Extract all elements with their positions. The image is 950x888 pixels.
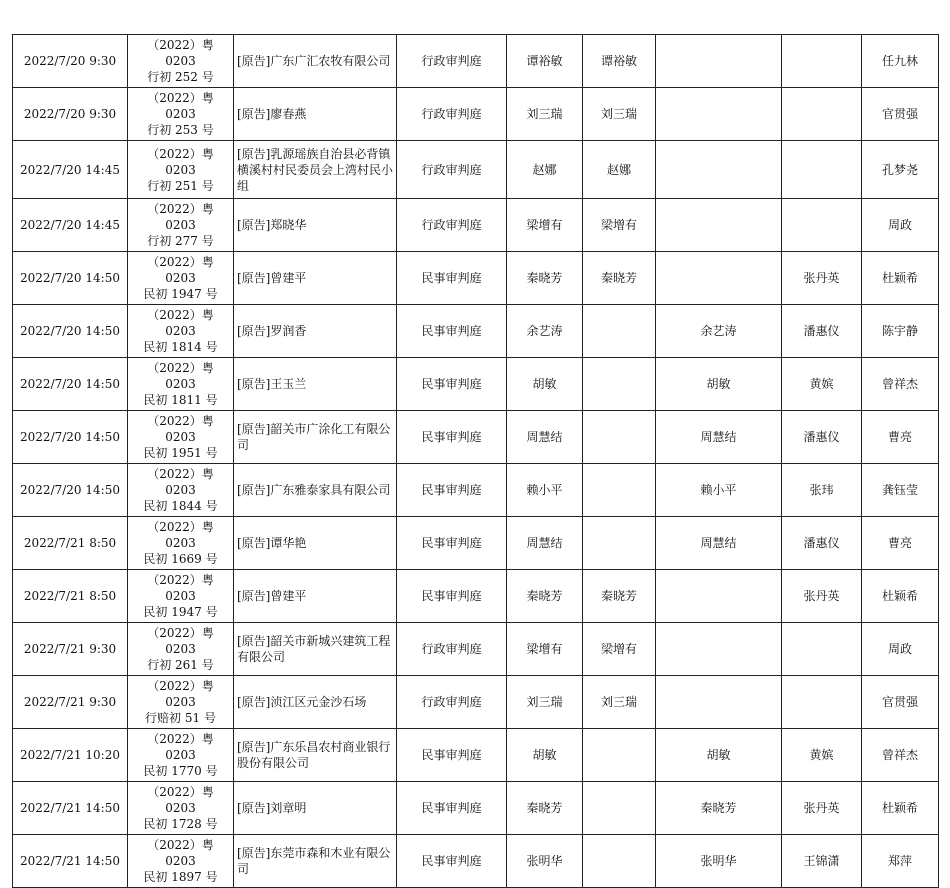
table-row: [13, 464, 939, 517]
case-number-cell: （2022）粤 0203 民初 1947 号: [128, 252, 234, 305]
judge-cell: 秦晓芳: [507, 252, 583, 305]
clerk-cell: 陈宇静: [862, 305, 939, 358]
clerk-cell: 杜颖希: [862, 782, 939, 835]
hearing-time-cell: 2022/7/21 10:20: [13, 729, 128, 782]
hearing-schedule-body: [13, 35, 939, 888]
judge-cell: 周慧结: [507, 411, 583, 464]
court-room-cell: 民事审判庭: [397, 729, 507, 782]
table-row: [13, 411, 939, 464]
juror-cell: 潘惠仪: [782, 305, 862, 358]
party-cell: [原告]韶关市新城兴建筑工程有限公司: [234, 623, 397, 676]
party-cell: [原告]广东雅泰家具有限公司: [234, 464, 397, 517]
clerk-cell: 周政: [862, 623, 939, 676]
hearing-time-cell: 2022/7/20 14:45: [13, 141, 128, 199]
case-number-cell: （2022）粤 0203 行初 253 号: [128, 88, 234, 141]
presiding-judge-cell: [583, 464, 656, 517]
judge-cell: 刘三瑞: [507, 88, 583, 141]
court-room-cell: 行政审判庭: [397, 141, 507, 199]
juror-cell: [782, 88, 862, 141]
presiding-judge-cell: 赵娜: [583, 141, 656, 199]
assessor-cell: 余艺涛: [656, 305, 782, 358]
judge-cell: 梁增有: [507, 199, 583, 252]
party-cell: [原告]东莞市森和木业有限公司: [234, 835, 397, 888]
assessor-cell: 秦晓芳: [656, 782, 782, 835]
juror-cell: 潘惠仪: [782, 517, 862, 570]
assessor-cell: 张明华: [656, 835, 782, 888]
hearing-time-cell: 2022/7/21 9:30: [13, 676, 128, 729]
assessor-cell: [656, 35, 782, 88]
assessor-cell: [656, 199, 782, 252]
assessor-cell: [656, 252, 782, 305]
hearing-time-cell: 2022/7/21 9:30: [13, 623, 128, 676]
judge-cell: 赵娜: [507, 141, 583, 199]
party-cell: [原告]浈江区元金沙石场: [234, 676, 397, 729]
clerk-cell: 周政: [862, 199, 939, 252]
party-cell: [原告]郑晓华: [234, 199, 397, 252]
table-row: [13, 517, 939, 570]
assessor-cell: 胡敏: [656, 729, 782, 782]
court-room-cell: 民事审判庭: [397, 782, 507, 835]
hearing-time-cell: 2022/7/20 9:30: [13, 88, 128, 141]
party-cell: [原告]罗润香: [234, 305, 397, 358]
court-room-cell: 行政审判庭: [397, 35, 507, 88]
case-number-cell: （2022）粤 0203 行赔初 51 号: [128, 676, 234, 729]
court-room-cell: 民事审判庭: [397, 358, 507, 411]
case-number-cell: （2022）粤 0203 行初 252 号: [128, 35, 234, 88]
judge-cell: 胡敏: [507, 729, 583, 782]
assessor-cell: [656, 623, 782, 676]
hearing-time-cell: 2022/7/20 14:50: [13, 464, 128, 517]
hearing-time-cell: 2022/7/20 14:50: [13, 411, 128, 464]
case-number-cell: （2022）粤 0203 民初 1814 号: [128, 305, 234, 358]
juror-cell: [782, 35, 862, 88]
table-row: [13, 782, 939, 835]
assessor-cell: [656, 88, 782, 141]
case-number-cell: （2022）粤 0203 民初 1811 号: [128, 358, 234, 411]
table-row: [13, 835, 939, 888]
clerk-cell: 曹亮: [862, 517, 939, 570]
court-room-cell: 民事审判庭: [397, 464, 507, 517]
juror-cell: 潘惠仪: [782, 411, 862, 464]
table-row: [13, 358, 939, 411]
party-cell: [原告]韶关市广涂化工有限公司: [234, 411, 397, 464]
assessor-cell: [656, 141, 782, 199]
presiding-judge-cell: [583, 782, 656, 835]
presiding-judge-cell: [583, 305, 656, 358]
juror-cell: [782, 141, 862, 199]
judge-cell: 张明华: [507, 835, 583, 888]
case-number-cell: （2022）粤 0203 民初 1669 号: [128, 517, 234, 570]
table-row: [13, 199, 939, 252]
presiding-judge-cell: [583, 729, 656, 782]
clerk-cell: 郑萍: [862, 835, 939, 888]
hearing-time-cell: 2022/7/20 14:45: [13, 199, 128, 252]
case-number-cell: （2022）粤 0203 行初 251 号: [128, 141, 234, 199]
case-number-cell: （2022）粤 0203 民初 1844 号: [128, 464, 234, 517]
case-number-cell: （2022）粤 0203 行初 261 号: [128, 623, 234, 676]
presiding-judge-cell: 梁增有: [583, 199, 656, 252]
clerk-cell: 任九林: [862, 35, 939, 88]
hearing-time-cell: 2022/7/21 8:50: [13, 517, 128, 570]
assessor-cell: [656, 676, 782, 729]
presiding-judge-cell: [583, 358, 656, 411]
case-number-cell: （2022）粤 0203 民初 1951 号: [128, 411, 234, 464]
case-number-cell: （2022）粤 0203 行初 277 号: [128, 199, 234, 252]
presiding-judge-cell: [583, 411, 656, 464]
judge-cell: 秦晓芳: [507, 570, 583, 623]
hearing-time-cell: 2022/7/20 14:50: [13, 358, 128, 411]
hearing-time-cell: 2022/7/21 14:50: [13, 782, 128, 835]
case-number-cell: （2022）粤 0203 民初 1947 号: [128, 570, 234, 623]
case-number-cell: （2022）粤 0203 民初 1770 号: [128, 729, 234, 782]
juror-cell: [782, 199, 862, 252]
clerk-cell: 官贯强: [862, 676, 939, 729]
court-room-cell: 行政审判庭: [397, 88, 507, 141]
clerk-cell: 官贯强: [862, 88, 939, 141]
clerk-cell: 曹亮: [862, 411, 939, 464]
judge-cell: 余艺涛: [507, 305, 583, 358]
party-cell: [原告]曾建平: [234, 252, 397, 305]
juror-cell: 张丹英: [782, 252, 862, 305]
judge-cell: 秦晓芳: [507, 782, 583, 835]
assessor-cell: [656, 570, 782, 623]
assessor-cell: 胡敏: [656, 358, 782, 411]
presiding-judge-cell: 刘三瑞: [583, 88, 656, 141]
court-room-cell: 民事审判庭: [397, 252, 507, 305]
table-row: [13, 35, 939, 88]
case-number-cell: （2022）粤 0203 民初 1728 号: [128, 782, 234, 835]
hearing-time-cell: 2022/7/20 14:50: [13, 252, 128, 305]
judge-cell: 谭裕敏: [507, 35, 583, 88]
judge-cell: 刘三瑞: [507, 676, 583, 729]
juror-cell: 张玮: [782, 464, 862, 517]
party-cell: [原告]乳源瑶族自治县必背镇横溪村村民委员会上湾村民小组: [234, 141, 397, 199]
assessor-cell: 周慧结: [656, 517, 782, 570]
judge-cell: 赖小平: [507, 464, 583, 517]
court-room-cell: 行政审判庭: [397, 199, 507, 252]
table-row: [13, 729, 939, 782]
hearing-schedule-table: [12, 34, 939, 888]
hearing-time-cell: 2022/7/21 14:50: [13, 835, 128, 888]
party-cell: [原告]王玉兰: [234, 358, 397, 411]
assessor-cell: 周慧结: [656, 411, 782, 464]
party-cell: [原告]刘章明: [234, 782, 397, 835]
table-row: [13, 570, 939, 623]
table-row: [13, 141, 939, 199]
presiding-judge-cell: 刘三瑞: [583, 676, 656, 729]
court-room-cell: 民事审判庭: [397, 411, 507, 464]
clerk-cell: 孔梦尧: [862, 141, 939, 199]
juror-cell: 黄嫔: [782, 729, 862, 782]
judge-cell: 梁增有: [507, 623, 583, 676]
presiding-judge-cell: 秦晓芳: [583, 570, 656, 623]
presiding-judge-cell: [583, 517, 656, 570]
presiding-judge-cell: 谭裕敏: [583, 35, 656, 88]
table-row: [13, 305, 939, 358]
hearing-time-cell: 2022/7/21 8:50: [13, 570, 128, 623]
court-room-cell: 民事审判庭: [397, 835, 507, 888]
clerk-cell: 龚钰莹: [862, 464, 939, 517]
court-room-cell: 民事审判庭: [397, 570, 507, 623]
clerk-cell: 杜颖希: [862, 570, 939, 623]
party-cell: [原告]广东乐昌农村商业银行股份有限公司: [234, 729, 397, 782]
clerk-cell: 杜颖希: [862, 252, 939, 305]
case-number-cell: （2022）粤 0203 民初 1897 号: [128, 835, 234, 888]
court-room-cell: 行政审判庭: [397, 623, 507, 676]
hearing-time-cell: 2022/7/20 9:30: [13, 35, 128, 88]
presiding-judge-cell: 梁增有: [583, 623, 656, 676]
party-cell: [原告]谭华艳: [234, 517, 397, 570]
juror-cell: 王锦潇: [782, 835, 862, 888]
hearing-time-cell: 2022/7/20 14:50: [13, 305, 128, 358]
judge-cell: 周慧结: [507, 517, 583, 570]
court-room-cell: 民事审判庭: [397, 305, 507, 358]
juror-cell: [782, 676, 862, 729]
table-row: [13, 623, 939, 676]
clerk-cell: 曾祥杰: [862, 729, 939, 782]
juror-cell: 黄嫔: [782, 358, 862, 411]
party-cell: [原告]廖春燕: [234, 88, 397, 141]
table-row: [13, 88, 939, 141]
presiding-judge-cell: 秦晓芳: [583, 252, 656, 305]
court-room-cell: 行政审判庭: [397, 676, 507, 729]
assessor-cell: 赖小平: [656, 464, 782, 517]
juror-cell: 张丹英: [782, 782, 862, 835]
juror-cell: 张丹英: [782, 570, 862, 623]
party-cell: [原告]广东广汇农牧有限公司: [234, 35, 397, 88]
juror-cell: [782, 623, 862, 676]
clerk-cell: 曾祥杰: [862, 358, 939, 411]
judge-cell: 胡敏: [507, 358, 583, 411]
table-row: [13, 676, 939, 729]
table-row: [13, 252, 939, 305]
presiding-judge-cell: [583, 835, 656, 888]
court-room-cell: 民事审判庭: [397, 517, 507, 570]
party-cell: [原告]曾建平: [234, 570, 397, 623]
